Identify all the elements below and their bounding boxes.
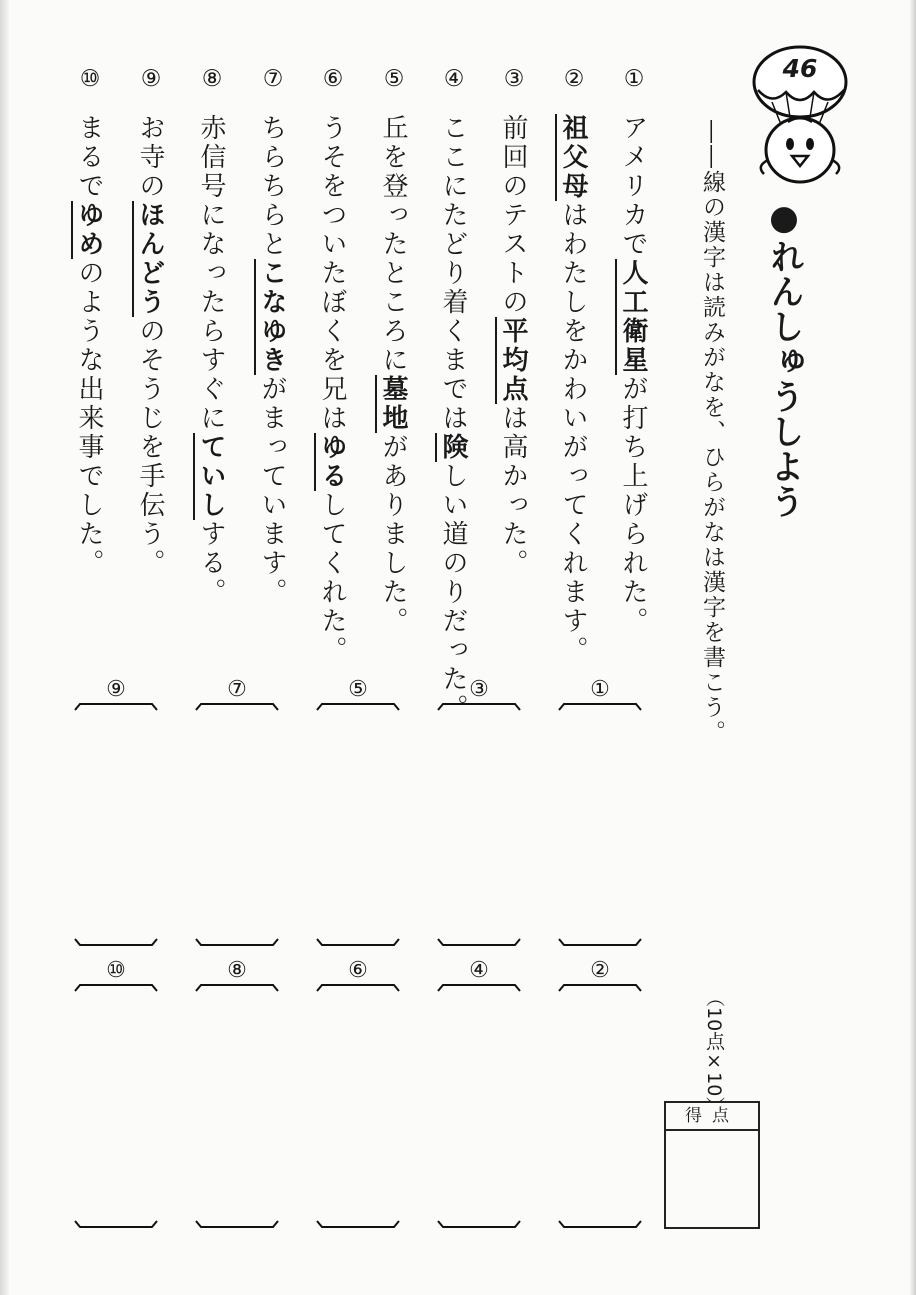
target-word-9: ほんどう [132,201,165,317]
answer-space-2-bottom [558,1220,642,1228]
bullet-icon: ● [764,198,804,239]
answer-space-10-bottom [74,1220,158,1228]
answer-space-4-top[interactable] [437,984,521,992]
answer-space-10-top[interactable] [74,984,158,992]
page-edge-right [910,0,916,1295]
answer-label-2: ② [590,958,610,983]
answer-space-2-top[interactable] [558,984,642,992]
sentence-1: アメリカで人工衛星が打ち上げられた。 [620,114,646,636]
sentence-number-5: ⑤ [383,66,405,92]
sentence-number-9: ⑨ [140,66,162,92]
target-word-4: 険 [435,433,468,462]
target-word-8: ていし [193,433,226,520]
answer-space-1-bottom [558,938,642,946]
answer-label-4: ④ [469,958,489,983]
answer-space-8-bottom [195,1220,279,1228]
sentence-number-7: ⑦ [262,66,284,92]
sentence-number-8: ⑧ [201,66,223,92]
answer-label-8: ⑧ [227,958,247,983]
answer-label-10: ⑩ [106,958,126,983]
target-word-5: 墓地 [375,375,408,433]
score-box[interactable] [664,1101,760,1229]
sentence-8: 赤信号になったらすぐにていしする。 [198,114,224,607]
answer-space-5-top[interactable] [316,703,400,711]
sentence-number-1: ① [623,66,645,92]
answer-space-3-bottom [437,938,521,946]
score-note: （10点×10） [703,988,725,1116]
answer-space-7-bottom [195,938,279,946]
sentence-4: ここにたどり着くまでは険しい道のりだった。 [440,114,466,723]
page-edge-left [0,0,9,1295]
sentence-5: 丘を登ったところに墓地がありました。 [380,114,406,636]
answer-space-9-bottom [74,938,158,946]
sentence-6: うそをついたぼくを兄はゆるしてくれた。 [319,114,345,665]
answer-space-9-top[interactable] [74,703,158,711]
sentence-10: まるでゆめのような出来事でした。 [76,114,102,578]
target-word-2: 祖父母 [555,114,588,201]
answer-label-7: ⑦ [227,677,247,702]
answer-label-6: ⑥ [348,958,368,983]
answer-space-6-top[interactable] [316,984,400,992]
sentence-number-2: ② [563,66,585,92]
target-word-6: ゆる [314,433,347,491]
answer-space-6-bottom [316,1220,400,1228]
sentence-7: ちらちらとこなゆきがまっています。 [259,114,285,607]
answer-space-4-bottom [437,1220,521,1228]
page-title: ●れんしゅうしよう [764,198,804,519]
sentence-number-6: ⑥ [322,66,344,92]
score-label: 得点 [666,1103,758,1131]
target-word-10: ゆめ [71,201,104,259]
target-word-7: こなゆき [254,259,287,375]
sentence-3: 前回のテストの平均点は高かった。 [500,114,526,578]
target-word-3: 平均点 [495,317,528,404]
sentence-2: 祖父母はわたしをかわいがってくれます。 [560,114,586,665]
answer-space-3-top[interactable] [437,703,521,711]
sentence-number-10: ⑩ [79,66,101,92]
sentence-number-3: ③ [503,66,525,92]
sentence-9: お寺のほんどうのそうじを手伝う。 [137,114,163,578]
answer-label-1: ① [590,677,610,702]
answer-space-7-top[interactable] [195,703,279,711]
answer-space-1-top[interactable] [558,703,642,711]
answer-label-9: ⑨ [106,677,126,702]
instruction-text: ――線の漢字は読みがなを、ひらがなは漢字を書こう。 [699,120,725,745]
sentence-number-4: ④ [443,66,465,92]
answer-label-3: ③ [469,677,489,702]
target-word-1: 人工衛星 [615,259,648,375]
answer-label-5: ⑤ [348,677,368,702]
lesson-badge [752,42,852,207]
answer-space-8-top[interactable] [195,984,279,992]
answer-space-5-bottom [316,938,400,946]
lesson-number: 46 [782,54,818,83]
